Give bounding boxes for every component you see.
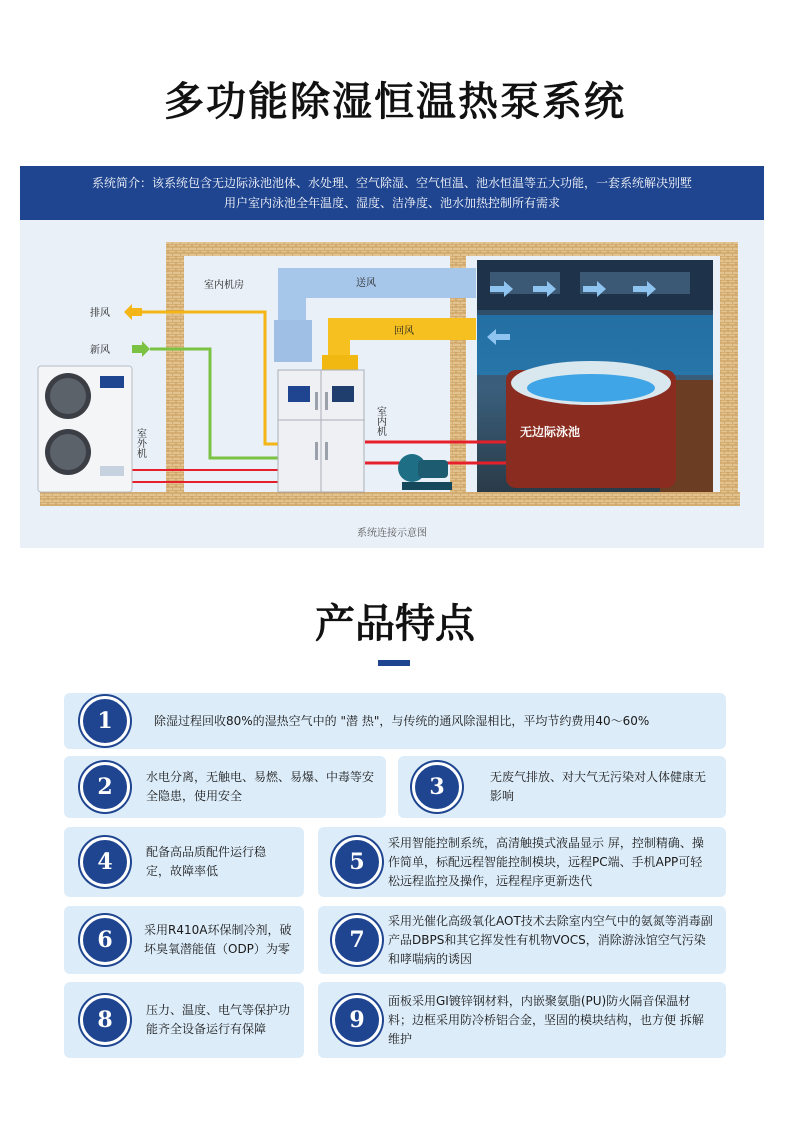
intro-line-1: 系统简介：该系统包含无边际泳池池体、水处理、空气除湿、空气恒温、池水恒温等五大功能，一套系统解决别墅 — [91, 176, 692, 190]
feature-text: 压力、温度、电气等保护功能齐全设备运行有保障 — [146, 1003, 291, 1036]
exhaust-arrow — [124, 304, 142, 320]
feature-number-badge: 8 — [80, 995, 130, 1045]
feature-text: 采用R410A环保制冷剂，破坏臭氧潜能值（ODP）为零 — [144, 923, 292, 956]
feature-number-badge: 1 — [80, 696, 130, 746]
supply-air-duct — [278, 268, 476, 320]
feature-number-badge: 4 — [80, 837, 130, 887]
fresh-air-arrow — [132, 341, 150, 357]
features-title: 产品特点 — [315, 601, 475, 647]
feature-card-3 — [398, 756, 726, 818]
feature-card-7 — [318, 906, 726, 974]
feature-number-badge: 5 — [332, 837, 382, 887]
water-pump — [398, 454, 452, 490]
feature-number-badge: 2 — [80, 762, 130, 812]
feature-number-badge: 9 — [332, 995, 382, 1045]
feature-number-badge: 7 — [332, 915, 382, 965]
feature-card-5 — [318, 827, 726, 897]
feature-card-9 — [318, 982, 726, 1058]
feature-card-2 — [64, 756, 386, 818]
system-intro-banner — [20, 166, 764, 220]
feature-number-badge: 6 — [80, 915, 130, 965]
intro-line-2: 用户室内泳池全年温度、湿度、洁净度、池水加热控制所有需求 — [223, 196, 560, 210]
exhaust-pipe — [135, 312, 278, 444]
feature-text: 面板采用GI镀锌钢材料，内嵌聚氨脂(PU)防火隔音保温材料；边框采用防冷桥铝合金，坚固的模块结构，也方便 拆解维护 — [388, 993, 704, 1046]
indoor-unit — [278, 370, 364, 492]
page-title: 多功能除湿恒温热泵系统 — [164, 79, 626, 125]
feature-card-1 — [64, 693, 726, 749]
system-connection-diagram — [20, 220, 764, 548]
feature-card-6 — [64, 906, 304, 974]
feature-text: 水电分离，无触电、易燃、易爆、中毒等安全隐患，使用安全 — [146, 770, 375, 803]
feature-text: 采用智能控制系统，高清触摸式液晶显示 屏，控制精确、操作简单，标配远程智能控制模块，远程PC端、手机APP可轻松远程监控及操作，远程程序更新迭代 — [388, 835, 704, 888]
label-outdoor-unit: 室外机 — [134, 428, 146, 458]
wall-left — [166, 242, 184, 492]
label-exhaust: 排风 — [90, 308, 110, 319]
feature-text: 除湿过程回收80%的湿热空气中的 "潜 热"，与传统的通风除湿相比，平均节约费用40～60% — [154, 713, 650, 728]
feature-card-4 — [64, 827, 304, 897]
feature-text: 无废气排放、对大气无污染对人体健康无影响 — [490, 770, 707, 803]
diagram-caption: 系统连接示意图 — [357, 528, 427, 539]
label-supply-air: 送风 — [356, 278, 376, 289]
feature-text: 配备高品质配件运行稳定，故障率低 — [146, 845, 267, 878]
feature-number-badge: 3 — [412, 762, 462, 812]
label-indoor-unit: 室内机 — [374, 406, 386, 436]
label-pool: 无边际泳池 — [520, 425, 581, 439]
label-fresh-air: 新风 — [90, 345, 110, 356]
feature-card-8 — [64, 982, 304, 1058]
feature-text: 采用光催化高级氧化AOT技术去除室内空气中的氨氮等消毒副产品DBPS和其它挥发性有机物VOCS，消除游泳馆空气污染和哮喘病的诱因 — [388, 913, 713, 966]
label-indoor-room: 室内机房 — [204, 280, 244, 291]
outdoor-unit — [38, 366, 132, 492]
label-return-air: 回风 — [394, 326, 414, 337]
wall-right — [720, 242, 738, 492]
title-underline — [378, 660, 410, 666]
floor — [40, 492, 740, 506]
